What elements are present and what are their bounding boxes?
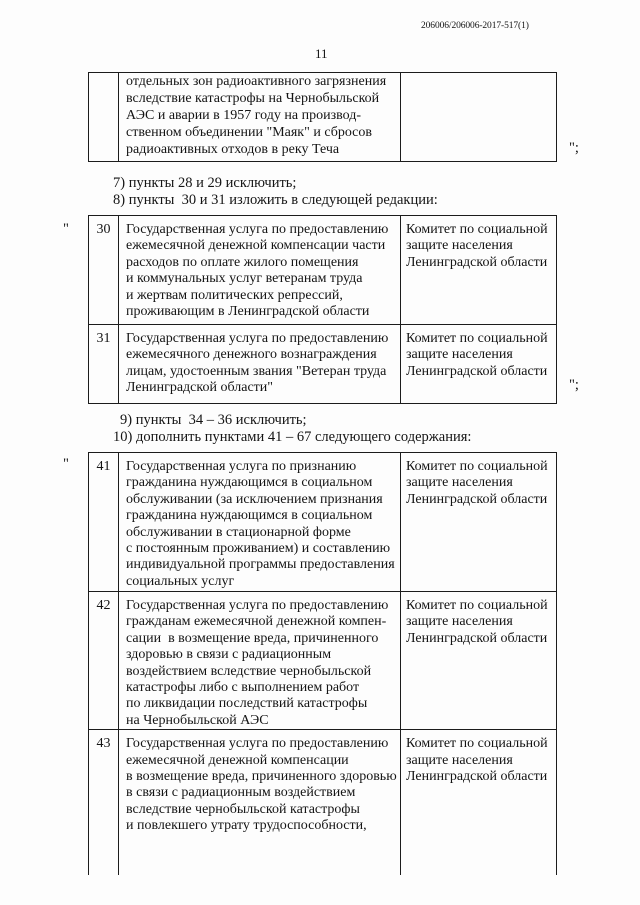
text-line: ственном объединении "Маяк" и сбросов	[126, 125, 372, 140]
text-line: в связи с радиационным воздействием	[126, 785, 356, 801]
text-line: радиоактивных отходов в реку Теча	[126, 142, 340, 157]
agency-cell	[401, 325, 557, 404]
table-row	[89, 453, 557, 592]
text-line: защите населения	[406, 475, 513, 491]
text-line: Комитет по социальной	[406, 222, 548, 237]
text-line: с постоянным проживанием) и составлению	[126, 540, 391, 556]
text-line: защите населения	[406, 238, 513, 254]
text-line: по ликвидации последствий катастрофы	[126, 696, 368, 712]
text-line: Государственная услуга по предоставлению	[126, 331, 389, 346]
amendment-item-10: 10) дополнить пунктами 41 – 67 следующего содержания:	[113, 429, 472, 445]
opening-quote-mark: "	[63, 221, 69, 237]
amendment-item-7: 7) пункты 28 и 29 исключить;	[113, 175, 297, 191]
amendment-item-8: 8) пункты 30 и 31 изложить в следующей редакции:	[113, 192, 438, 208]
row-number-cell: 30	[89, 216, 119, 325]
document-id: 206006/206006-2017-517(1)	[421, 21, 529, 31]
row-number-cell: 31	[89, 325, 119, 404]
text-line: гражданина нуждающимся в социальном	[126, 508, 373, 524]
text-line: и жертвам политических репрессий,	[126, 287, 343, 303]
text-line: АЭС и аварии в 1957 году на производ-	[126, 108, 362, 123]
table-row	[89, 216, 557, 325]
service-cell	[119, 592, 401, 730]
table-row	[89, 325, 557, 404]
amendment-item-9: 9) пункты 34 – 36 исключить;	[120, 412, 307, 428]
agency-cell	[401, 216, 557, 325]
opening-quote-mark: "	[63, 456, 69, 472]
services-table-revised	[88, 215, 557, 404]
text-line: Ленинградской области"	[126, 380, 273, 396]
text-line: индивидуальной программы предоставления	[126, 557, 395, 573]
page-number: 11	[315, 46, 328, 61]
text-line: катастрофы либо с выполнением работ	[126, 679, 360, 695]
text-line: защите населения	[406, 347, 513, 363]
text-line: воздействием вследствие чернобыльской	[126, 663, 372, 679]
row-number-cell: 43	[89, 730, 119, 875]
agency-cell	[401, 730, 557, 875]
text-line: Комитет по социальной	[406, 459, 548, 474]
service-cell	[119, 730, 401, 875]
row-number-cell: 41	[89, 453, 119, 592]
table-row	[89, 730, 557, 875]
text-line: ежемесячной денежной компенсации	[126, 752, 349, 768]
text-line: Комитет по социальной	[406, 598, 548, 613]
closing-quote-mark: ";	[569, 377, 579, 393]
services-table-continuation	[88, 72, 557, 162]
text-line: и коммунальных услуг ветеранам труда	[126, 271, 363, 287]
text-line: защите населения	[406, 752, 513, 768]
text-line: Ленинградской области	[406, 363, 548, 379]
text-line: Ленинградской области	[406, 491, 548, 507]
text-line: ежемесячной денежной компенсации части	[126, 238, 386, 254]
text-line: в возмещение вреда, причиненного здоровью	[126, 768, 397, 784]
text-line: Государственная услуга по предоставлению	[126, 736, 389, 752]
text-line: лицам, удостоенным звания "Ветеран труда	[126, 363, 387, 379]
table-row	[89, 73, 557, 162]
text-line: Ленинградской области	[406, 768, 548, 784]
text-line: Государственная услуга по предоставлению	[126, 222, 389, 237]
text-line: социальных услуг	[126, 573, 235, 589]
text-line: Государственная услуга по признанию	[126, 459, 357, 474]
text-line: Комитет по социальной	[406, 736, 548, 752]
text-line: гражданам ежемесячной денежной компен-	[126, 614, 387, 630]
text-line: обслуживании (за исключением признания	[126, 491, 383, 507]
text-line: Ленинградской области	[406, 630, 548, 646]
text-line: проживающим в Ленинградской области	[126, 303, 370, 319]
service-cell	[119, 325, 401, 404]
text-line: защите населения	[406, 614, 513, 630]
agency-cell	[401, 73, 557, 162]
agency-cell	[401, 592, 557, 730]
text-line: Комитет по социальной	[406, 331, 548, 346]
text-line: сации в возмещение вреда, причиненного	[126, 630, 379, 646]
text-line: вследствие чернобыльской катастрофы	[126, 801, 360, 817]
text-line: расходов по оплате жилого помещения	[126, 254, 359, 270]
text-line: Ленинградской области	[406, 254, 548, 270]
text-line: здоровью в связи с радиационным	[126, 647, 332, 663]
agency-cell	[401, 453, 557, 592]
text-line: отдельных зон радиоактивного загрязнения	[126, 74, 387, 89]
closing-quote-mark: ";	[569, 140, 579, 156]
service-cell	[119, 73, 401, 162]
table-row	[89, 592, 557, 730]
text-line: на Чернобыльской АЭС	[126, 712, 269, 728]
service-cell	[119, 453, 401, 592]
text-line: Государственная услуга по предоставлению	[126, 598, 389, 613]
services-table-added	[88, 452, 557, 875]
text-line: обслуживании в стационарной форме	[126, 524, 351, 540]
row-number-cell: 42	[89, 592, 119, 730]
text-line: гражданина нуждающимся в социальном	[126, 475, 373, 491]
text-line: и повлекшего утрату трудоспособности,	[126, 818, 367, 834]
row-number-cell	[89, 73, 119, 162]
text-line: вследствие катастрофы на Чернобыльской	[126, 91, 380, 106]
service-cell	[119, 216, 401, 325]
text-line: ежемесячного денежного вознаграждения	[126, 347, 377, 363]
